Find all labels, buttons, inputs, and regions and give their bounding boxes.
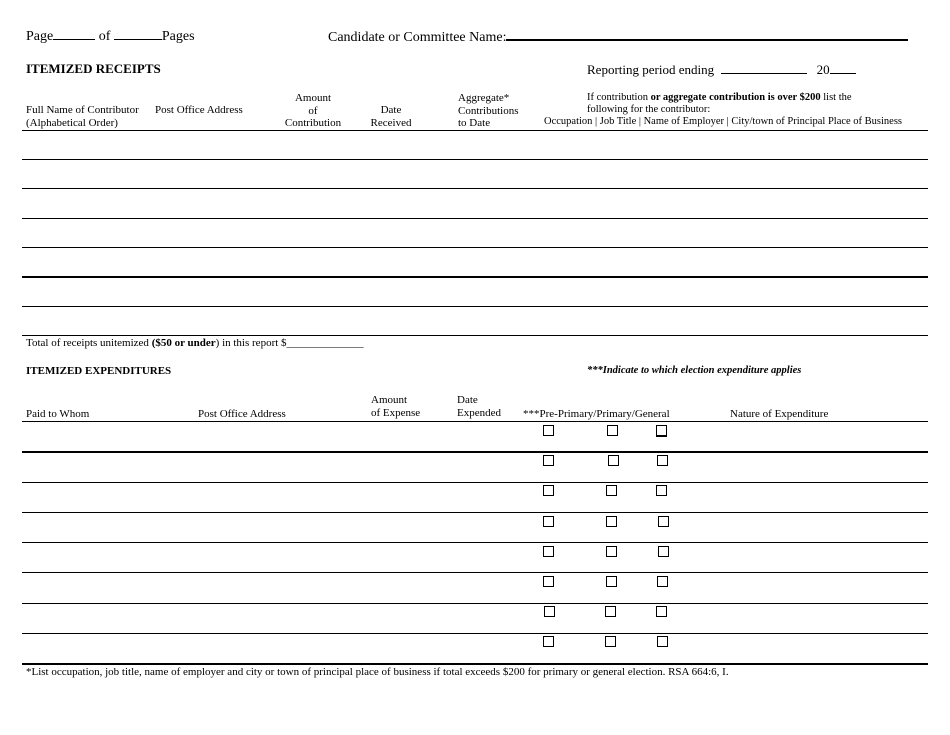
receipts-title: ITEMIZED RECEIPTS (26, 61, 161, 76)
pre-primary-checkbox[interactable] (543, 425, 554, 436)
primary-checkbox[interactable] (608, 455, 619, 466)
contributor-note-line1 (587, 92, 852, 105)
reporting-period (587, 61, 856, 78)
primary-checkbox[interactable] (606, 546, 617, 557)
candidate-label: Candidate or Committee Name: (328, 30, 507, 45)
pre-primary-checkbox[interactable] (544, 606, 555, 617)
total-pages-field[interactable] (114, 27, 162, 40)
candidate-line (328, 27, 908, 46)
general-checkbox[interactable] (658, 546, 669, 557)
of-label: of (98, 29, 111, 44)
general-checkbox[interactable] (657, 636, 668, 647)
col-expense-address: Post Office Address (198, 408, 286, 420)
expenditure-row-line[interactable] (22, 482, 928, 483)
col-amount-line3: Contribution (284, 117, 342, 129)
note-suffix: list the (820, 92, 852, 103)
footer-note: *List occupation, job title, name of employer and city or town of principal place of business if total exceeds $200 for primary or general election. RSA 664:6, I. (26, 666, 729, 678)
page-number-field[interactable] (53, 27, 95, 40)
reporting-date-field[interactable] (721, 61, 807, 74)
total-prefix: Total of receipts unitemized (26, 337, 152, 349)
expenditure-row-line[interactable] (22, 663, 928, 665)
col-agg-line2: Contributions (458, 104, 519, 117)
col-date-received (366, 104, 416, 129)
col-expense-amount-line2: of Expense (371, 406, 421, 419)
expenditure-row-line[interactable] (22, 542, 928, 543)
primary-checkbox[interactable] (605, 636, 616, 647)
col-date-line2: Received (370, 116, 412, 129)
receipts-row-line[interactable] (22, 276, 928, 278)
general-checkbox[interactable] (656, 485, 667, 496)
contributor-note-line2: following for the contributor: (587, 104, 711, 115)
expenditure-row-line[interactable] (22, 451, 928, 453)
total-suffix: ) in this report $______________ (215, 337, 364, 349)
primary-checkbox[interactable] (607, 425, 618, 436)
col-contributor-name-line1: Full Name of Contributor (26, 104, 139, 116)
receipts-row-line[interactable] (22, 218, 928, 219)
pre-primary-checkbox[interactable] (543, 576, 554, 587)
receipts-row-line[interactable] (22, 306, 928, 307)
expenditure-row-line[interactable] (22, 572, 928, 573)
pre-primary-checkbox[interactable] (543, 516, 554, 527)
receipts-row-line[interactable] (22, 159, 928, 160)
receipts-header-rule (22, 130, 928, 131)
candidate-name-field[interactable] (506, 27, 908, 41)
primary-checkbox[interactable] (606, 516, 617, 527)
reporting-label: Reporting period ending (587, 62, 715, 77)
page-label: Page (26, 29, 54, 44)
pre-primary-checkbox[interactable] (543, 636, 554, 647)
contributor-note-line3: Occupation | Job Title | Name of Employer | City/town of Principal Place of Business (544, 116, 903, 127)
col-date-line1: Date (380, 104, 402, 116)
expenditures-header-rule (22, 421, 928, 422)
col-nature-of-expenditure: Nature of Expenditure (730, 408, 829, 420)
election-indicate-note: ***Indicate to which election expenditure applies (587, 365, 802, 376)
year-field[interactable] (830, 61, 856, 74)
col-receipt-address: Post Office Address (155, 104, 243, 116)
note-prefix: If contribution (587, 92, 651, 103)
pages-label: Pages (161, 29, 195, 44)
general-checkbox[interactable] (658, 516, 669, 527)
note-bold: or aggregate contribution is over $200 (650, 92, 821, 103)
primary-checkbox[interactable] (606, 576, 617, 587)
col-contributor-name-line2: (Alphabetical Order) (26, 116, 118, 129)
expenditure-row-line[interactable] (22, 512, 928, 513)
year-prefix: 20 (816, 62, 830, 77)
col-agg-line1: Aggregate* (458, 92, 510, 104)
col-date-expended-line1: Date (457, 394, 478, 406)
col-contribution-amount (280, 92, 346, 130)
col-expense-amount (371, 394, 420, 419)
general-checkbox[interactable] (656, 606, 667, 617)
col-aggregate (458, 92, 519, 130)
general-checkbox[interactable] (656, 425, 667, 437)
col-date-expended-line2: Expended (457, 406, 501, 419)
general-checkbox[interactable] (657, 576, 668, 587)
pre-primary-checkbox[interactable] (543, 455, 554, 466)
col-amount-line2: of (308, 104, 318, 117)
col-amount-line1: Amount (294, 92, 332, 104)
col-expense-amount-line1: Amount (371, 394, 408, 406)
total-bold: ($50 or under (151, 337, 216, 349)
col-paid-to-whom: Paid to Whom (26, 408, 90, 420)
receipts-row-line[interactable] (22, 247, 928, 248)
page-number-line (26, 27, 195, 45)
receipts-row-line[interactable] (22, 335, 928, 336)
expenditures-title: ITEMIZED EXPENDITURES (26, 365, 172, 377)
primary-checkbox[interactable] (605, 606, 616, 617)
receipts-row-line[interactable] (22, 188, 928, 189)
col-agg-line3: to Date (458, 117, 491, 129)
pre-primary-checkbox[interactable] (543, 546, 554, 557)
col-date-expended (457, 394, 501, 419)
total-unitemized (26, 337, 364, 350)
primary-checkbox[interactable] (606, 485, 617, 496)
expenditure-row-line[interactable] (22, 603, 928, 604)
pre-primary-checkbox[interactable] (543, 485, 554, 496)
col-election-type: ***Pre-Primary/Primary/General (523, 408, 670, 420)
general-checkbox[interactable] (657, 455, 668, 466)
expenditure-row-line[interactable] (22, 633, 928, 634)
col-contributor-name (26, 104, 139, 129)
